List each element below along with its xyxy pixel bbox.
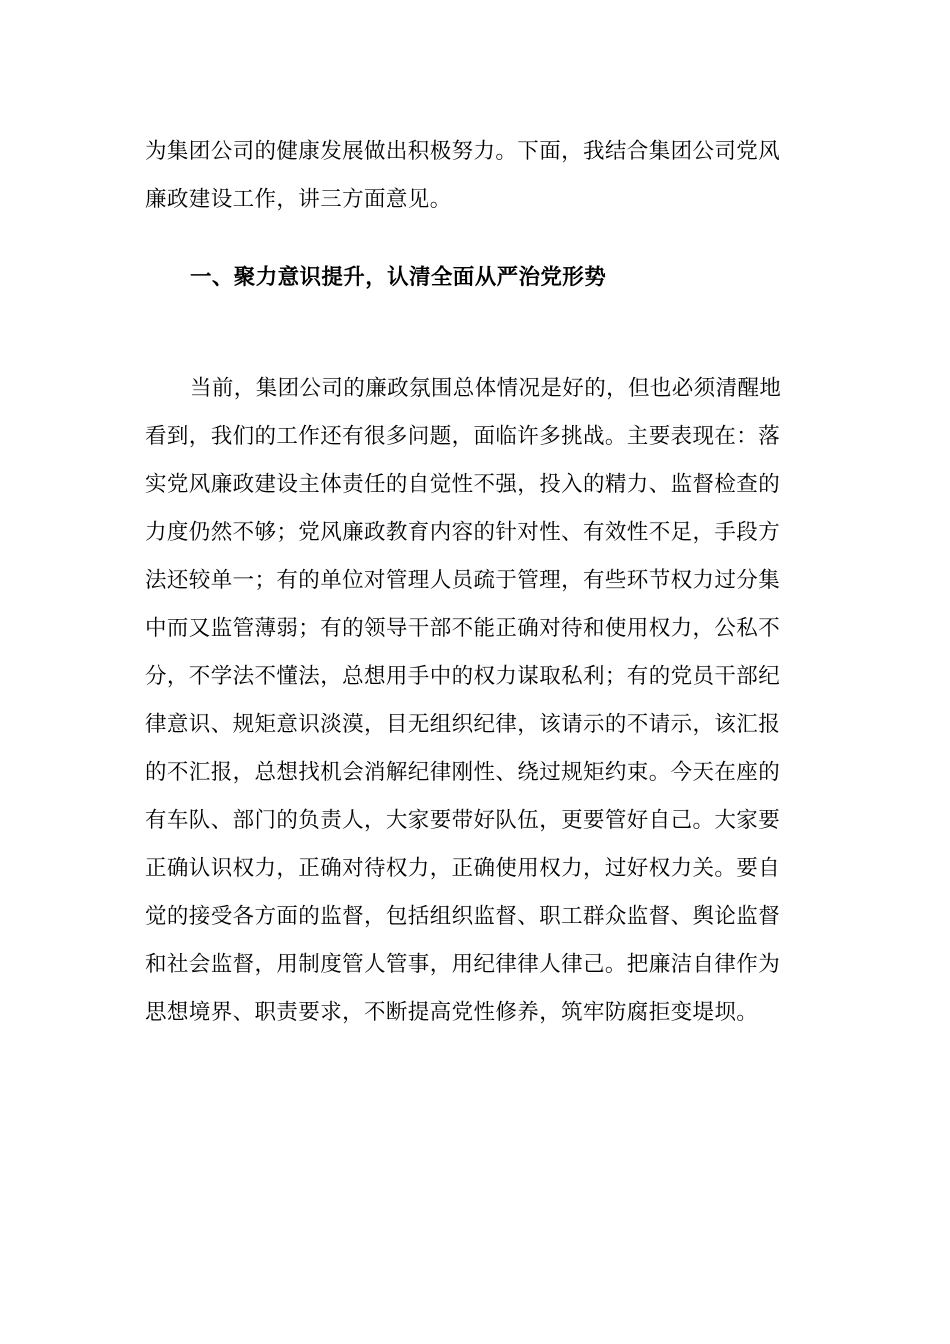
body-line-1: 当前，集团公司的廉政氛围总体情况是好的，但也必须清醒地 [190, 376, 782, 401]
body-line-12: 觉的接受各方面的监督，包括组织监督、职工群众监督、舆论监督 [145, 904, 781, 929]
body-line-8: 律意识、规矩意识淡漠，目无组织纪律，该请示的不请示，该汇报 [145, 712, 781, 737]
intro-line-2: 廉政建设工作，讲三方面意见。 [145, 187, 452, 212]
body-line-10: 有车队、部门的负责人，大家要带好队伍，更要管好自己。大家要 [145, 808, 781, 833]
section-heading: 一、聚力意识提升，认清全面从严治党形势 [190, 265, 607, 290]
intro-line-1: 为集团公司的健康发展做出积极努力。下面，我结合集团公司党风 [145, 139, 781, 164]
body-line-2: 看到，我们的工作还有很多问题，面临许多挑战。主要表现在：落 [145, 424, 781, 449]
body-line-5: 法还较单一；有的单位对管理人员疏于管理，有些环节权力过分集 [145, 568, 781, 593]
body-line-13: 和社会监督，用制度管人管事，用纪律律人律己。把廉洁自律作为 [145, 952, 781, 977]
body-line-4: 力度仍然不够；党风廉政教育内容的针对性、有效性不足，手段方 [145, 520, 781, 545]
body-line-14: 思想境界、职责要求，不断提高党性修养，筑牢防腐拒变堤坝。 [145, 1000, 759, 1025]
body-line-7: 分，不学法不懂法，总想用手中的权力谋取私利；有的党员干部纪 [145, 664, 781, 689]
body-line-9: 的不汇报，总想找机会消解纪律刚性、绕过规矩约束。今天在座的 [145, 760, 781, 785]
body-line-6: 中而又监管薄弱；有的领导干部不能正确对待和使用权力，公私不 [145, 616, 781, 641]
body-line-3: 实党风廉政建设主体责任的自觉性不强，投入的精力、监督检查的 [145, 472, 781, 497]
body-line-11: 正确认识权力，正确对待权力，正确使用权力，过好权力关。要自 [145, 856, 781, 881]
